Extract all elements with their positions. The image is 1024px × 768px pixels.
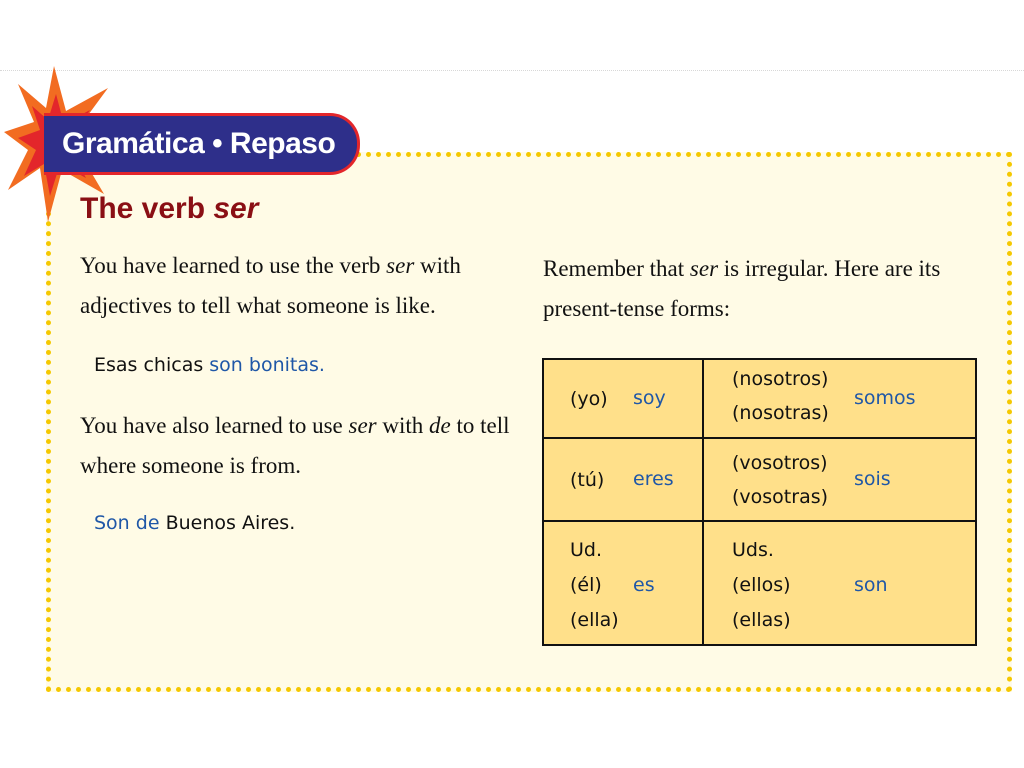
- paragraph-adjectives: [80, 246, 520, 326]
- example-origin: [94, 512, 295, 534]
- p1-text-a: You have learned to use the verb: [80, 253, 387, 278]
- form-son: son: [854, 574, 888, 596]
- example1-highlight: son bonitas.: [209, 354, 325, 376]
- example2-highlight: Son de: [94, 512, 160, 534]
- form-es: es: [633, 574, 655, 596]
- pronoun-nosotros: (nosotros): [732, 368, 829, 390]
- top-divider: [0, 70, 1024, 72]
- pronoun-vosotros: (vosotros): [732, 452, 828, 474]
- pronoun-nosotras: (nosotras): [732, 402, 829, 424]
- p3-text-c: is irregular. Here are its present-tense forms:: [543, 256, 941, 321]
- paragraph-irregular: [543, 249, 993, 329]
- example2-plain: Buenos Aires.: [159, 512, 296, 534]
- example-adjectives: [94, 354, 325, 376]
- p2-text-b: ser: [348, 413, 377, 438]
- p3-text-b: ser: [689, 256, 719, 281]
- table-column-divider: [702, 358, 704, 646]
- pronoun-el: (él): [570, 574, 602, 596]
- p1-text-c: with adjectives to tell what someone is like.: [80, 253, 461, 318]
- p2-text-e: to tell where someone is from.: [80, 413, 510, 478]
- p2-text-c: with: [376, 413, 430, 438]
- paragraph-origin: [80, 406, 520, 486]
- form-sois: sois: [854, 468, 891, 490]
- pronoun-yo: (yo): [570, 388, 608, 410]
- p1-text-b: ser: [386, 253, 415, 278]
- pronoun-ella: (ella): [570, 609, 619, 631]
- form-soy: soy: [633, 387, 666, 409]
- pronoun-uds: Uds.: [732, 539, 774, 561]
- p2-text-d: de: [429, 413, 451, 438]
- table-row-divider: [542, 520, 977, 522]
- heading-verb: ser: [213, 192, 259, 225]
- p3-text-a: Remember that: [543, 256, 690, 281]
- form-somos: somos: [854, 387, 916, 409]
- example1-plain: Esas chicas: [94, 354, 210, 376]
- pronoun-vosotras: (vosotras): [732, 486, 829, 508]
- heading-prefix: The verb: [80, 192, 214, 225]
- grammar-banner: [44, 113, 360, 175]
- section-heading: [80, 192, 258, 226]
- pronoun-ellas: (ellas): [732, 609, 791, 631]
- banner-title: Gramática • Repaso: [62, 127, 336, 160]
- pronoun-ud: Ud.: [570, 539, 603, 561]
- table-row-divider: [542, 437, 977, 439]
- pronoun-ellos: (ellos): [732, 574, 791, 596]
- form-eres: eres: [633, 468, 674, 490]
- p2-text-a: You have also learned to use: [80, 413, 349, 438]
- pronoun-tu: (tú): [570, 469, 605, 491]
